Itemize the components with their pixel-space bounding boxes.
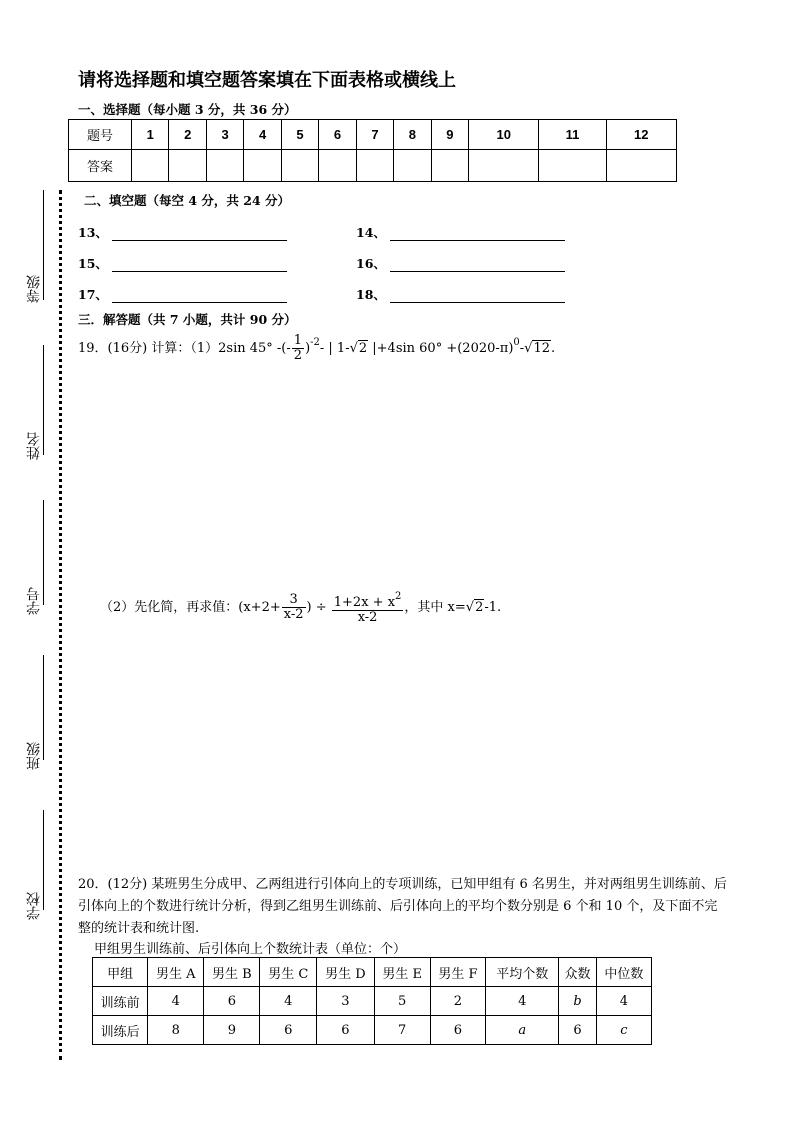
side-label-name: 姓名 bbox=[26, 432, 42, 460]
question-number: 11 bbox=[539, 120, 606, 150]
table-header: 中位数 bbox=[596, 958, 651, 987]
answer-cell[interactable] bbox=[132, 150, 169, 182]
table-header: 男生 C bbox=[260, 958, 317, 987]
question-number: 10 bbox=[469, 120, 539, 150]
section1-heading: 一、选择题（每小题 3 分，共 36 分） bbox=[78, 102, 297, 117]
q19-part2-lead: （2）先化简，再求值： bbox=[100, 600, 239, 615]
table-cell: 训练后 bbox=[93, 1016, 148, 1045]
answer-line[interactable] bbox=[112, 228, 287, 241]
table-cell: 训练前 bbox=[93, 987, 148, 1016]
table-cell: 9 bbox=[204, 1016, 260, 1045]
q19-lead: 19．(16分) 计算：（1）2sin 45° bbox=[78, 341, 273, 356]
table-header: 平均个数 bbox=[486, 958, 559, 987]
page-title: 请将选择题和填空题答案填在下面表格或横线上 bbox=[78, 70, 456, 91]
side-label-grade: 等级 bbox=[26, 275, 42, 303]
table-row bbox=[93, 958, 652, 987]
q19-part2-end: -1. bbox=[484, 600, 502, 615]
table-cell: 4 bbox=[486, 987, 559, 1016]
blank-label: 13、 bbox=[78, 225, 108, 240]
side-label-school: 学校 bbox=[26, 892, 42, 920]
table-header: 男生 F bbox=[430, 958, 485, 987]
choice-answer-table bbox=[68, 119, 677, 182]
table-cell: b bbox=[559, 987, 596, 1016]
answer-cell[interactable] bbox=[319, 150, 356, 182]
answer-cell[interactable] bbox=[431, 150, 468, 182]
blank-16 bbox=[356, 254, 565, 272]
answer-cell[interactable] bbox=[394, 150, 431, 182]
table-cell: 8 bbox=[148, 1016, 204, 1045]
table-header: 甲组 bbox=[93, 958, 148, 987]
answer-line[interactable] bbox=[390, 228, 565, 241]
blank-label: 16、 bbox=[356, 256, 386, 271]
table-header: 众数 bbox=[559, 958, 596, 987]
table-header: 男生 A bbox=[148, 958, 204, 987]
question-number: 2 bbox=[169, 120, 206, 150]
answer-cell[interactable] bbox=[206, 150, 243, 182]
section2-heading: 二、填空题（每空 4 分，共 24 分） bbox=[84, 193, 291, 208]
q20-stat-table bbox=[92, 957, 652, 1045]
blank-17 bbox=[78, 285, 287, 303]
table-cell: 4 bbox=[596, 987, 651, 1016]
question-number: 8 bbox=[394, 120, 431, 150]
side-label-class: 班级 bbox=[26, 742, 42, 770]
table-cell: a bbox=[486, 1016, 559, 1045]
table-cell: 7 bbox=[374, 1016, 430, 1045]
table-cell: 4 bbox=[260, 987, 317, 1016]
row-header-number: 题号 bbox=[69, 120, 132, 150]
q20-table-caption: 甲组男生训练前、后引体向上个数统计表（单位：个） bbox=[94, 942, 407, 957]
blank-label: 18、 bbox=[356, 287, 386, 302]
table-header: 男生 D bbox=[317, 958, 374, 987]
blank-14 bbox=[356, 223, 565, 241]
blank-15 bbox=[78, 254, 287, 272]
question-number: 4 bbox=[244, 120, 281, 150]
question-number: 1 bbox=[132, 120, 169, 150]
table-header: 男生 B bbox=[204, 958, 260, 987]
answer-cell[interactable] bbox=[281, 150, 318, 182]
question-number: 7 bbox=[356, 120, 393, 150]
q19-part1: 19．(16分) 计算：（1）2sin 45° -(- $\frac{1}{2}$ )$^{-2}$- | 1-√2 |+4sin $60^\circ +(2020-\pi)^0-√12$. bbox=[78, 333, 556, 363]
answer-cell[interactable] bbox=[606, 150, 676, 182]
blank-label: 14、 bbox=[356, 225, 386, 240]
question-number: 12 bbox=[606, 120, 676, 150]
q19-part2: （2）先化简，再求值：(x+2+ $\frac{3}{x-2}$ ) ÷ $\frac{1+2x + x^2}{x-2}$ ，其中 x=√2-1. bbox=[100, 591, 502, 625]
table-cell: 4 bbox=[148, 987, 204, 1016]
table-row bbox=[93, 1016, 652, 1045]
table-cell: 6 bbox=[430, 1016, 485, 1045]
table-cell: 6 bbox=[317, 1016, 374, 1045]
q19-part2-tail: ，其中 x= bbox=[404, 600, 466, 615]
blank-13 bbox=[78, 223, 287, 241]
blank-label: 15、 bbox=[78, 256, 108, 271]
section3-heading: 三．解答题（共 7 小题，共计 90 分） bbox=[78, 312, 297, 327]
table-row bbox=[93, 987, 652, 1016]
answer-cell[interactable] bbox=[356, 150, 393, 182]
row-header-answer: 答案 bbox=[69, 150, 132, 182]
answer-cell[interactable] bbox=[244, 150, 281, 182]
table-cell: 6 bbox=[204, 987, 260, 1016]
answer-cell[interactable] bbox=[539, 150, 606, 182]
answer-line[interactable] bbox=[112, 290, 287, 303]
q20-text: 20．(12分) 某班男生分成甲、乙两组进行引体向上的专项训练，已知甲组有 6 名男生，并对两组男生训练前、后引体向上的个数进行统计分析，得到乙组男生训练前、后引体向上的平均个数分别是 6 个和 10 个，及下面不完整的统计表和统计图. bbox=[78, 877, 727, 936]
blank-18 bbox=[356, 285, 565, 303]
answer-line[interactable] bbox=[112, 259, 287, 272]
table-cell: 6 bbox=[260, 1016, 317, 1045]
answer-line[interactable] bbox=[390, 290, 565, 303]
table-header: 男生 E bbox=[374, 958, 430, 987]
question-number: 3 bbox=[206, 120, 243, 150]
answer-line[interactable] bbox=[390, 259, 565, 272]
answer-cell[interactable] bbox=[169, 150, 206, 182]
question-number: 6 bbox=[319, 120, 356, 150]
table-cell: 3 bbox=[317, 987, 374, 1016]
table-cell: 5 bbox=[374, 987, 430, 1016]
side-label-student-id: 学号 bbox=[26, 587, 42, 615]
answer-cell[interactable] bbox=[469, 150, 539, 182]
table-cell: 2 bbox=[430, 987, 485, 1016]
blank-label: 17、 bbox=[78, 287, 108, 302]
question-number: 9 bbox=[431, 120, 468, 150]
table-cell: 6 bbox=[559, 1016, 596, 1045]
table-cell: c bbox=[596, 1016, 651, 1045]
binding-dotted-line bbox=[59, 190, 62, 1060]
question-number: 5 bbox=[281, 120, 318, 150]
